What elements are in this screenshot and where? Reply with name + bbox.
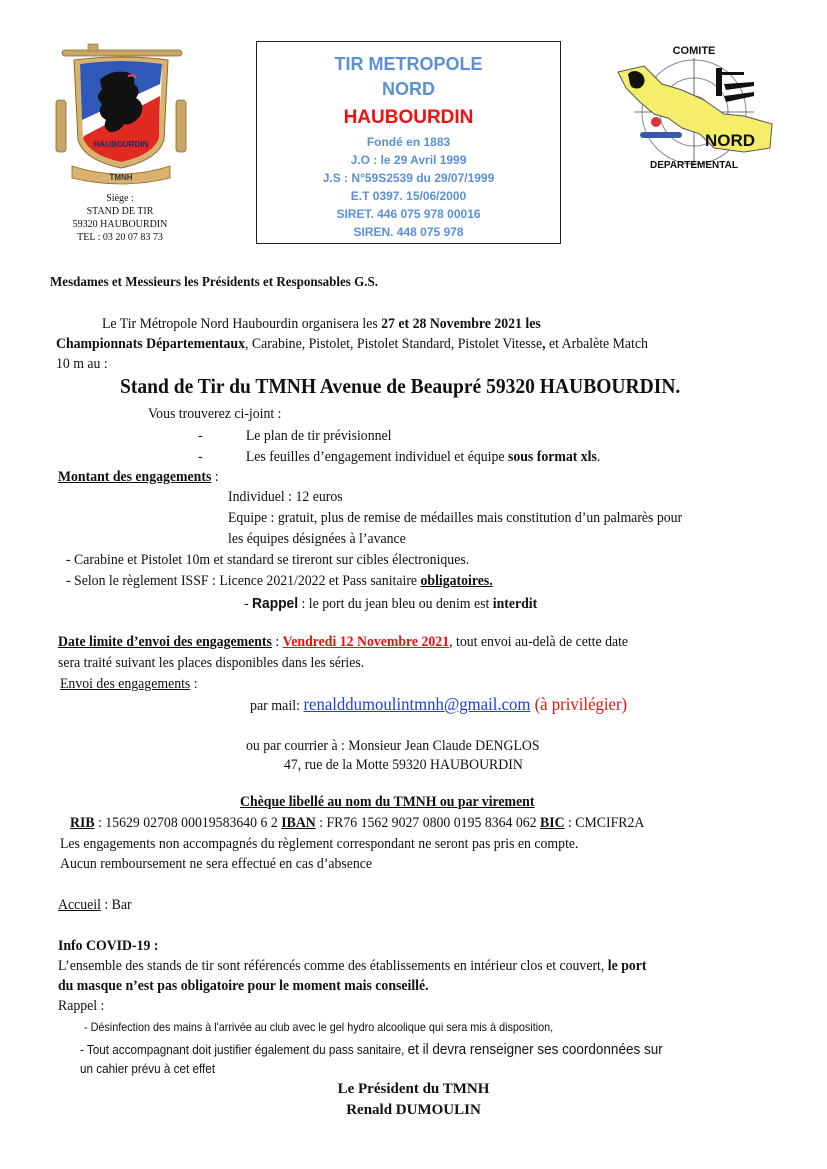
greeting: Mesdames et Messieurs les Présidents et Responsables G.S.: [50, 275, 378, 290]
rib-value: : 15629 02708 00019583640 6 2: [94, 815, 282, 831]
sending-label: Envoi des engagements: [60, 676, 191, 692]
deadline-line2: sera traité suivant les places disponibles dans les séries.: [58, 655, 365, 671]
issf-text: - Selon le règlement ISSF : Licence 2021/2022 et Pass sanitaire: [66, 573, 421, 589]
attachment-format: sous format xls: [507, 449, 597, 465]
svg-text:COMITE: COMITE: [672, 45, 716, 57]
deadline-line: [58, 634, 628, 651]
attachment-text: Les feuilles d’engagement individuel et équipe: [245, 449, 508, 465]
disciplines-end: et Arbalète Match: [545, 336, 648, 352]
intro-line1: [102, 316, 541, 333]
email-prefix: par mail:: [250, 698, 304, 714]
event-dates: 27 et 28 Novembre 2021 les: [381, 316, 541, 332]
attachments-intro: Vous trouverez ci-joint :: [148, 406, 282, 422]
covid-bullet2-start: - Tout accompagnant doit justifier également du pass sanitaire,: [80, 1042, 408, 1057]
covid-bold: le port: [607, 958, 647, 974]
rib-label: RIB: [70, 815, 95, 831]
siege-phone: TEL : 03 20 07 83 73: [77, 232, 163, 243]
sending-heading: [60, 676, 198, 693]
issf-rule: [66, 573, 493, 590]
intro-line2: [56, 336, 648, 353]
period: .: [596, 449, 601, 465]
attachment-item: [198, 428, 391, 445]
signature-title: Le Président du TMNH: [337, 1081, 490, 1097]
covid-line1: [58, 958, 646, 975]
bank-details: [70, 815, 644, 832]
postal-address: 47, rue de la Motte 59320 HAUBOURDIN: [284, 757, 523, 773]
attachment-item: [198, 449, 600, 466]
bic-value: : CMCIFR2A: [564, 815, 645, 831]
siren-number: SIREN. 448 075 978: [353, 225, 464, 239]
comite-departemental-logo: [604, 44, 784, 174]
covid-bullet2-cont: un cahier prévu à cet effet: [80, 1061, 216, 1076]
fees-title: Montant des engagements: [58, 469, 212, 485]
bullet-dash: -: [198, 449, 203, 465]
intro-line3: 10 m au :: [56, 356, 108, 372]
club-name-line3: HAUBOURDIN: [343, 107, 474, 128]
covid-line2: du masque n’est pas obligatoire pour le moment mais conseillé.: [58, 978, 429, 994]
bullet-dash: -: [198, 428, 203, 444]
covid-text: L’ensemble des stands de tir sont référencés comme des établissements en intérieur clos et couvert,: [58, 958, 608, 974]
siege-line1: STAND DE TIR: [86, 206, 154, 217]
covid-bullet1: - Désinfection des mains à l'arrivée au club avec le gel hydro alcoolique qui sera mis à disposition,: [84, 1020, 554, 1034]
rappel-label: Rappel: [252, 595, 299, 612]
js-number: J.S : N°59S2539 du 29/07/1999: [322, 171, 495, 185]
venue-heading: Stand de Tir du TMNH Avenue de Beaupré 59320 HAUBOURDIN.: [120, 374, 681, 398]
attachment-text: Le plan de tir prévisionnel: [245, 428, 392, 444]
postal-recipient: ou par courrier à : Monsieur Jean Claude DENGLOS: [246, 738, 540, 754]
iban-label: IBAN: [281, 815, 316, 831]
covid-rappel: Rappel :: [58, 998, 105, 1014]
reception-line: [58, 897, 132, 914]
siret-number: SIRET. 446 075 978 00016: [336, 207, 481, 221]
reception-label: Accueil: [58, 897, 101, 913]
svg-text:TMNH: TMNH: [109, 173, 133, 182]
iban-value: : FR76 1562 9027 0800 0195 8364 062: [315, 815, 541, 831]
comite-nord-icon: [604, 44, 784, 174]
svg-text:NORD: NORD: [704, 131, 756, 150]
deadline-label: Date limite d’envoi des engagements: [58, 634, 272, 650]
siege-address: [40, 192, 200, 244]
tmnh-crest-icon: [50, 40, 192, 188]
electronic-targets-note: - Carabine et Pistolet 10m et standard se tireront sur cibles électroniques.: [66, 552, 470, 568]
signature-name: Renald DUMOULIN: [346, 1102, 481, 1118]
payment-note2: Aucun remboursement ne sera effectué en cas d’absence: [60, 856, 373, 872]
fee-team-line1: Equipe : gratuit, plus de remise de médailles mais constitution d’un palmarès pour: [228, 510, 683, 526]
bullet-dash: -: [244, 596, 253, 612]
championship-name: Championnats Départementaux: [56, 336, 246, 352]
covid-heading: Info COVID-19 :: [58, 938, 159, 954]
club-name-line1: TIR METROPOLE: [334, 54, 483, 74]
founded-year: Fondé en 1883: [366, 135, 451, 149]
intro-text: Le Tir Métropole Nord Haubourdin organisera les: [102, 316, 382, 332]
covid-bullet2: [80, 1041, 663, 1058]
email-note: (à privilégier): [530, 694, 628, 714]
club-info-box: [256, 41, 561, 244]
fee-team-line2: les équipes désignées à l’avance: [228, 531, 406, 547]
tmnh-club-logo: [50, 40, 192, 188]
et-number: E.T 0397. 15/06/2000: [350, 189, 467, 203]
colon: :: [211, 469, 219, 485]
deadline-rest: , tout envoi au-delà de cette date: [449, 634, 629, 650]
svg-text:DEPARTEMENTAL: DEPARTEMENTAL: [650, 160, 738, 171]
reception-value: : Bar: [100, 897, 132, 913]
covid-bullet2-end: et il devra renseigner ses coordonnées sur: [407, 1041, 663, 1058]
siege-label: Siège :: [106, 193, 134, 204]
payment-note1: Les engagements non accompagnés du règlement correspondant ne seront pas pris en compte.: [60, 836, 579, 852]
jo-date: J.O : le 29 Avril 1999: [350, 153, 467, 167]
separator: :: [271, 634, 283, 650]
rappel-text: : le port du jean bleu ou denim est: [298, 596, 493, 612]
siege-line2: 59320 HAUBOURDIN: [72, 219, 168, 230]
colon: :: [190, 676, 198, 692]
fees-heading: [58, 469, 219, 486]
email-link[interactable]: renalddumoulintmnh@gmail.com: [303, 694, 531, 714]
club-name-line2: NORD: [382, 79, 435, 99]
email-line: [250, 694, 627, 715]
issf-mandatory: obligatoires.: [420, 573, 493, 589]
disciplines: , Carabine, Pistolet, Pistolet Standard, Pistolet Vitesse: [245, 336, 543, 352]
forbidden-word: interdit: [492, 596, 538, 612]
svg-text:HAUBOURDIN: HAUBOURDIN: [93, 140, 149, 149]
jean-rule: [244, 595, 537, 613]
deadline-date: Vendredi 12 Novembre 2021: [282, 634, 450, 650]
fee-individual: Individuel : 12 euros: [228, 489, 343, 505]
bic-label: BIC: [540, 815, 565, 831]
payment-heading: Chèque libellé au nom du TMNH ou par virement: [240, 794, 535, 810]
comma: ,: [542, 336, 546, 352]
